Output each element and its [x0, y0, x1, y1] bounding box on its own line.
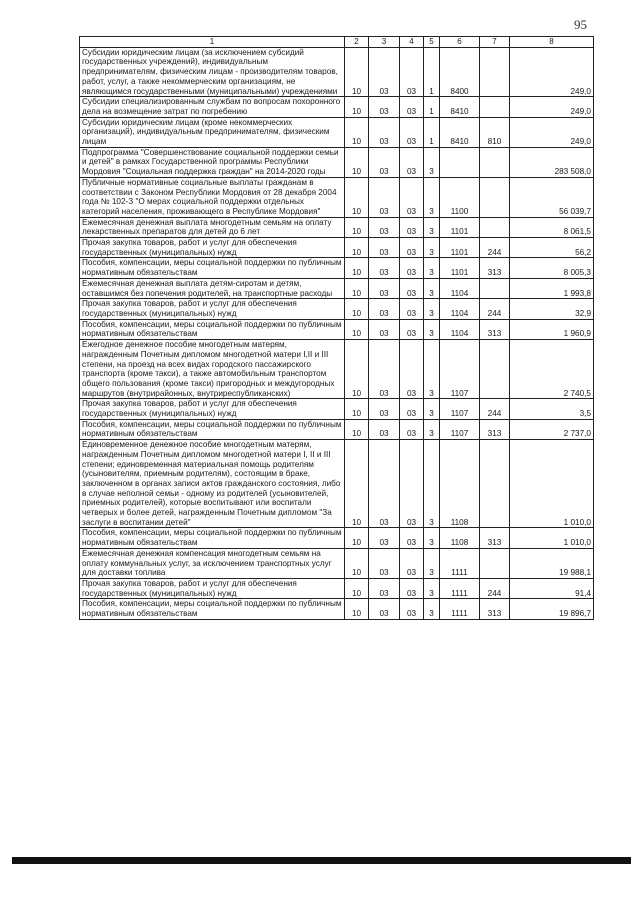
row-amount: 283 508,0 [510, 147, 594, 177]
header-col-5: 5 [424, 37, 440, 48]
row-amount: 1 010,0 [510, 528, 594, 548]
row-code-7: 244 [480, 238, 510, 258]
row-name: Ежемесячная денежная компенсация многодетным семьям на оплату коммунальных услуг, за исключением транспортных услуг для доставки топлива [80, 548, 345, 578]
row-name: Публичные нормативные социальные выплаты гражданам в соответствии с Законом Республики Мордовия от 28 декабря 2004 года № 102-З "О мерах социальной поддержки отдельных категорий населения, проживающего в Республике Мордовия" [80, 177, 345, 217]
row-code-3: 03 [369, 440, 400, 528]
row-name: Пособия, компенсации, меры социальной поддержки по публичным нормативным обязательствам [80, 528, 345, 548]
table-row [80, 399, 594, 419]
row-code-3: 03 [369, 528, 400, 548]
row-code-2: 10 [345, 578, 369, 598]
row-code-2: 10 [345, 528, 369, 548]
row-code-6: 1107 [440, 419, 480, 439]
row-amount: 8 005,3 [510, 258, 594, 278]
row-code-4: 03 [400, 440, 424, 528]
row-code-5: 3 [424, 319, 440, 339]
row-code-7: 244 [480, 399, 510, 419]
row-name: Пособия, компенсации, меры социальной поддержки по публичным нормативным обязательствам [80, 419, 345, 439]
row-code-6: 1111 [440, 599, 480, 619]
row-code-3: 03 [369, 578, 400, 598]
row-code-3: 03 [369, 599, 400, 619]
row-code-4: 03 [400, 47, 424, 97]
row-code-3: 03 [369, 217, 400, 237]
row-code-4: 03 [400, 147, 424, 177]
row-code-4: 03 [400, 278, 424, 298]
row-amount: 3,5 [510, 399, 594, 419]
row-code-5: 3 [424, 238, 440, 258]
row-code-2: 10 [345, 319, 369, 339]
row-code-5: 3 [424, 217, 440, 237]
row-code-5: 3 [424, 177, 440, 217]
row-name: Субсидии юридическим лицам (кроме некоммерческих организаций), индивидуальным предпринимателям, физическим лицам [80, 117, 345, 147]
row-code-6: 8410 [440, 97, 480, 117]
row-code-7: 313 [480, 319, 510, 339]
row-code-5: 3 [424, 548, 440, 578]
scan-bottom-bar [12, 857, 631, 864]
row-name: Ежемесячная денежная выплата детям-сиротам и детям, оставшимся без попечения родителей, на транспортные расходы [80, 278, 345, 298]
row-code-3: 03 [369, 399, 400, 419]
row-amount: 56 039,7 [510, 177, 594, 217]
table-row [80, 117, 594, 147]
row-code-6: 1107 [440, 340, 480, 399]
row-code-4: 03 [400, 177, 424, 217]
row-name: Единовременное денежное пособие многодетным матерям, награжденным Почетным дипломом многодетной матери I, II и III степени; единовременная материальная помощь родителям (усыновителям, приемным родителям), состоящим в браке, заключенном в органах записи актов гражданского состояния, либо в случае неполной семьи - одному из родителей (усыновителей, приемных родителей), которые воспитывают или воспитали четверых и более детей, награжденным Почетным дипломом "За заслуги в воспитании детей" [80, 440, 345, 528]
row-code-3: 03 [369, 97, 400, 117]
row-code-2: 10 [345, 258, 369, 278]
page-number: 95 [574, 17, 587, 32]
row-code-4: 03 [400, 217, 424, 237]
header-col-1: 1 [80, 37, 345, 48]
row-name: Субсидии специализированным службам по вопросам похоронного дела на возмещение затрат по погребению [80, 97, 345, 117]
header-col-8: 8 [510, 37, 594, 48]
row-code-6: 1108 [440, 440, 480, 528]
row-amount: 91,4 [510, 578, 594, 598]
row-code-5: 1 [424, 47, 440, 97]
row-name: Ежегодное денежное пособие многодетным матерям, награжденным Почетным дипломом многодетной матери I,II и III степени, на проезд на всех видах городского пассажирского транспорта (кроме такси), а также автомобильным транспортом общего пользования (кроме такси) пригородных и междугородных маршрутов (внутрирайонных, внутриреспубликанских) [80, 340, 345, 399]
row-code-2: 10 [345, 278, 369, 298]
row-amount: 249,0 [510, 97, 594, 117]
row-code-7 [480, 340, 510, 399]
row-code-2: 10 [345, 548, 369, 578]
row-code-3: 03 [369, 340, 400, 399]
budget-table [79, 36, 594, 620]
row-code-6: 1100 [440, 177, 480, 217]
row-code-5: 3 [424, 299, 440, 319]
row-code-4: 03 [400, 578, 424, 598]
row-code-7 [480, 177, 510, 217]
row-name: Прочая закупка товаров, работ и услуг для обеспечения государственных (муниципальных) нужд [80, 299, 345, 319]
header-col-2: 2 [345, 37, 369, 48]
row-name: Прочая закупка товаров, работ и услуг для обеспечения государственных (муниципальных) нужд [80, 399, 345, 419]
row-name: Ежемесячная денежная выплата многодетным семьям на оплату лекарственных препаратов для детей до 6 лет [80, 217, 345, 237]
row-name: Прочая закупка товаров, работ и услуг для обеспечения государственных (муниципальных) нужд [80, 238, 345, 258]
row-code-7 [480, 278, 510, 298]
row-name: Пособия, компенсации, меры социальной поддержки по публичным нормативным обязательствам [80, 599, 345, 619]
header-col-4: 4 [400, 37, 424, 48]
row-code-6: 1101 [440, 258, 480, 278]
row-code-5: 3 [424, 599, 440, 619]
row-name: Пособия, компенсации, меры социальной поддержки по публичным нормативным обязательствам [80, 319, 345, 339]
row-amount: 32,9 [510, 299, 594, 319]
row-code-5: 3 [424, 278, 440, 298]
row-code-2: 10 [345, 217, 369, 237]
table-header-row [80, 37, 594, 48]
row-code-7 [480, 440, 510, 528]
row-amount: 19 896,7 [510, 599, 594, 619]
row-code-3: 03 [369, 117, 400, 147]
row-code-6: 1108 [440, 528, 480, 548]
table-row [80, 319, 594, 339]
row-amount: 249,0 [510, 117, 594, 147]
row-code-7 [480, 147, 510, 177]
row-code-3: 03 [369, 419, 400, 439]
row-code-5: 3 [424, 340, 440, 399]
row-amount: 2 740,5 [510, 340, 594, 399]
row-code-3: 03 [369, 147, 400, 177]
row-code-5: 1 [424, 117, 440, 147]
row-code-4: 03 [400, 117, 424, 147]
row-code-4: 03 [400, 97, 424, 117]
row-code-4: 03 [400, 419, 424, 439]
row-amount: 56,2 [510, 238, 594, 258]
row-name: Субсидии юридическим лицам (за исключением субсидий государственных учреждений), индивидуальным предпринимателям, физическим лицам - производителям товаров, работ, услуг, а также некоммерческим организациям, не являющимся государственными (муниципальными) учреждениями [80, 47, 345, 97]
row-code-7 [480, 217, 510, 237]
row-code-2: 10 [345, 47, 369, 97]
row-code-3: 03 [369, 548, 400, 578]
table-row [80, 238, 594, 258]
table-row [80, 599, 594, 619]
row-code-3: 03 [369, 258, 400, 278]
row-code-6: 1104 [440, 319, 480, 339]
row-amount: 19 988,1 [510, 548, 594, 578]
row-name: Подпрограмма "Совершенствование социальной поддержки семьи и детей" в рамках Государственной программы Республики Мордовия "Социальная поддержка граждан" на 2014-2020 годы [80, 147, 345, 177]
table-row [80, 299, 594, 319]
row-code-6: 1104 [440, 278, 480, 298]
row-code-2: 10 [345, 238, 369, 258]
row-code-4: 03 [400, 548, 424, 578]
row-code-5: 3 [424, 440, 440, 528]
row-code-6: 8410 [440, 117, 480, 147]
row-code-7 [480, 548, 510, 578]
row-code-5: 3 [424, 578, 440, 598]
table-row [80, 419, 594, 439]
row-code-6: 1104 [440, 299, 480, 319]
row-code-7: 313 [480, 258, 510, 278]
row-code-3: 03 [369, 278, 400, 298]
row-code-2: 10 [345, 440, 369, 528]
table-row [80, 258, 594, 278]
table-row [80, 217, 594, 237]
row-code-5: 3 [424, 399, 440, 419]
row-amount: 1 960,9 [510, 319, 594, 339]
table-row [80, 340, 594, 399]
row-code-4: 03 [400, 528, 424, 548]
row-code-2: 10 [345, 97, 369, 117]
row-code-7: 244 [480, 299, 510, 319]
row-code-4: 03 [400, 238, 424, 258]
row-amount: 2 737,0 [510, 419, 594, 439]
header-col-3: 3 [369, 37, 400, 48]
row-code-6: 1101 [440, 238, 480, 258]
row-code-3: 03 [369, 299, 400, 319]
row-code-4: 03 [400, 258, 424, 278]
row-code-6: 1111 [440, 548, 480, 578]
table-row [80, 97, 594, 117]
row-code-2: 10 [345, 399, 369, 419]
row-amount: 1 010,0 [510, 440, 594, 528]
header-col-6: 6 [440, 37, 480, 48]
row-code-2: 10 [345, 299, 369, 319]
table-row [80, 548, 594, 578]
row-name: Прочая закупка товаров, работ и услуг для обеспечения государственных (муниципальных) нужд [80, 578, 345, 598]
row-code-7 [480, 97, 510, 117]
row-code-2: 10 [345, 340, 369, 399]
row-code-3: 03 [369, 238, 400, 258]
row-code-6: 1111 [440, 578, 480, 598]
row-code-6: 1107 [440, 399, 480, 419]
row-code-7: 313 [480, 599, 510, 619]
header-col-7: 7 [480, 37, 510, 48]
row-code-4: 03 [400, 599, 424, 619]
row-code-2: 10 [345, 599, 369, 619]
row-code-5: 3 [424, 419, 440, 439]
row-code-5: 1 [424, 97, 440, 117]
row-code-7 [480, 47, 510, 97]
row-code-3: 03 [369, 177, 400, 217]
row-code-4: 03 [400, 319, 424, 339]
row-amount: 8 061,5 [510, 217, 594, 237]
row-code-7: 810 [480, 117, 510, 147]
row-amount: 1 993,8 [510, 278, 594, 298]
row-code-5: 3 [424, 147, 440, 177]
row-code-6: 1101 [440, 217, 480, 237]
row-code-5: 3 [424, 528, 440, 548]
row-code-4: 03 [400, 340, 424, 399]
table-row [80, 578, 594, 598]
table-row [80, 147, 594, 177]
row-code-4: 03 [400, 399, 424, 419]
row-code-7: 313 [480, 419, 510, 439]
row-code-5: 3 [424, 258, 440, 278]
table-row [80, 278, 594, 298]
row-name: Пособия, компенсации, меры социальной поддержки по публичным нормативным обязательствам [80, 258, 345, 278]
table-row [80, 47, 594, 97]
row-code-2: 10 [345, 177, 369, 217]
table-row [80, 177, 594, 217]
row-code-3: 03 [369, 319, 400, 339]
row-code-6 [440, 147, 480, 177]
row-code-2: 10 [345, 419, 369, 439]
row-code-3: 03 [369, 47, 400, 97]
table-row [80, 440, 594, 528]
row-code-4: 03 [400, 299, 424, 319]
row-code-6: 8400 [440, 47, 480, 97]
row-amount: 249,0 [510, 47, 594, 97]
row-code-7: 313 [480, 528, 510, 548]
row-code-7: 244 [480, 578, 510, 598]
table-row [80, 528, 594, 548]
row-code-2: 10 [345, 147, 369, 177]
row-code-2: 10 [345, 117, 369, 147]
